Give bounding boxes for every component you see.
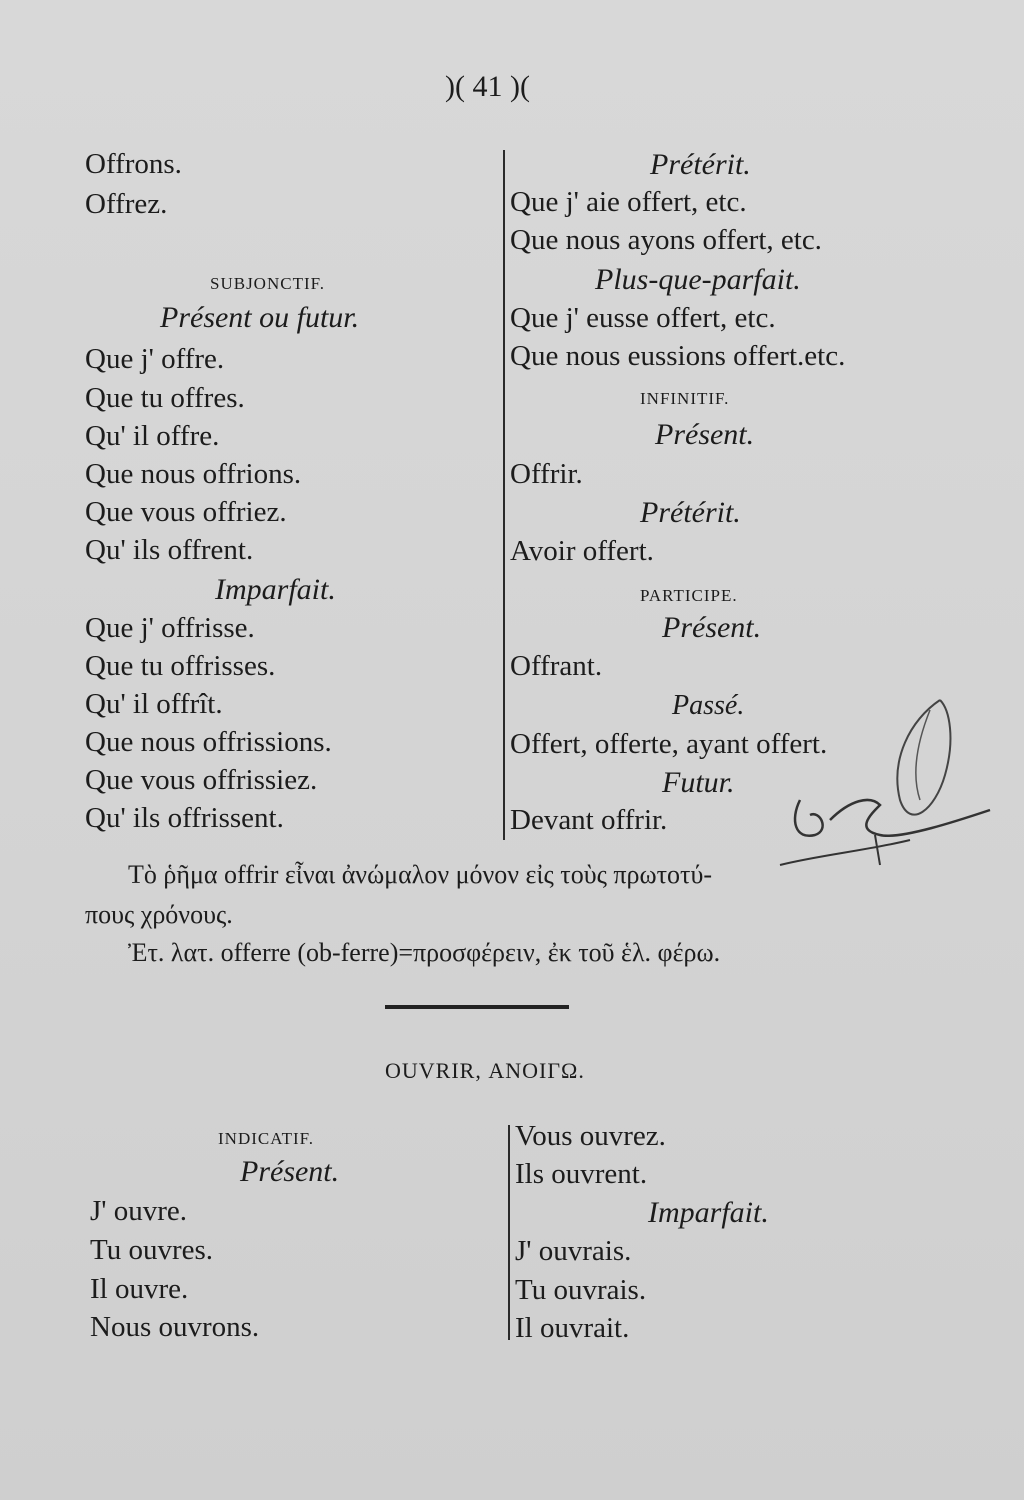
conjugation-line: Devant offrir. xyxy=(510,804,668,836)
page-number: )( 41 )( xyxy=(445,70,530,103)
conjugation-line: Que j' eusse offert, etc. xyxy=(510,302,776,334)
conjugation-line: Qu' il offre. xyxy=(85,420,220,452)
handwritten-signature xyxy=(760,690,1000,880)
conjugation-line: Qu' ils offrent. xyxy=(85,534,254,566)
note-text: Ἐτ. λατ. offerre (ob-ferre)=προσφέρειν, ἐκ τοῦ ἑλ. φέρω. xyxy=(128,938,721,967)
tense-heading: Passé. xyxy=(672,690,745,721)
tense-heading: Imparfait. xyxy=(648,1196,769,1229)
tense-heading: Présent. xyxy=(240,1155,340,1188)
conjugation-line: Tu ouvres. xyxy=(90,1234,214,1266)
tense-heading: Plus-que-parfait. xyxy=(595,263,801,296)
section-heading-subjonctif: SUBJONCTIF. xyxy=(210,274,325,293)
conjugation-line: Que tu offres. xyxy=(85,382,245,414)
conjugation-line: Que nous eussions offert.etc. xyxy=(510,340,846,372)
tense-heading: Imparfait. xyxy=(215,573,336,606)
conjugation-line: Offert, offerte, ayant offert. xyxy=(510,728,828,760)
conjugation-line: Que j' offre. xyxy=(85,343,225,375)
conjugation-line: Tu ouvrais. xyxy=(515,1274,647,1306)
conjugation-line: Que vous offrissiez. xyxy=(85,764,318,796)
tense-heading: Présent. xyxy=(662,611,762,644)
conjugation-line: J' ouvre. xyxy=(90,1195,188,1227)
conjugation-line: Il ouvre. xyxy=(90,1273,189,1305)
conjugation-line: Que nous offrissions. xyxy=(85,726,332,758)
conjugation-line: Offrant. xyxy=(510,650,603,682)
conjugation-line: Que nous offrions. xyxy=(85,458,302,490)
conjugation-line: Que nous ayons offert, etc. xyxy=(510,224,822,256)
conjugation-line: Offrir. xyxy=(510,458,583,490)
conjugation-line: Avoir offert. xyxy=(510,535,654,567)
section-heading-participe: PARTICIPE. xyxy=(640,586,738,605)
imperative-line: Offrons. xyxy=(85,148,182,180)
note-text: πους χρόνους. xyxy=(85,900,233,929)
conjugation-line: Il ouvrait. xyxy=(515,1312,630,1344)
conjugation-line: Qu' ils offrissent. xyxy=(85,802,284,834)
note-text: Τὸ ῥῆμα offrir εἶναι ἀνώμαλον μόνον εἰς τοὺς πρωτοτύ- xyxy=(128,860,713,889)
conjugation-line: Que vous offriez. xyxy=(85,496,287,528)
conjugation-line: Que j' aie offert, etc. xyxy=(510,186,747,218)
conjugation-line: Que j' offrisse. xyxy=(85,612,255,644)
tense-heading: Prétérit. xyxy=(650,148,751,181)
tense-heading: Présent ou futur. xyxy=(160,301,360,334)
imperative-line: Offrez. xyxy=(85,188,168,220)
tense-heading: Futur. xyxy=(662,766,735,799)
tense-heading: Présent. xyxy=(655,418,755,451)
column-divider xyxy=(508,1125,510,1340)
tense-heading: Prétérit. xyxy=(640,496,741,529)
section-heading-indicatif: INDICATIF. xyxy=(218,1129,314,1148)
column-divider xyxy=(503,150,505,840)
conjugation-line: Nous ouvrons. xyxy=(90,1311,260,1343)
conjugation-line: Ils ouvrent. xyxy=(515,1158,648,1190)
conjugation-line: J' ouvrais. xyxy=(515,1235,632,1267)
conjugation-line: Qu' il offrît. xyxy=(85,688,223,720)
conjugation-line: Vous ouvrez. xyxy=(515,1120,666,1152)
verb-title: OUVRIR, ΑΝΟΙΓΩ. xyxy=(385,1058,585,1083)
section-heading-infinitif: INFINITIF. xyxy=(640,389,730,408)
conjugation-line: Que tu offrisses. xyxy=(85,650,276,682)
section-divider xyxy=(385,1005,569,1009)
